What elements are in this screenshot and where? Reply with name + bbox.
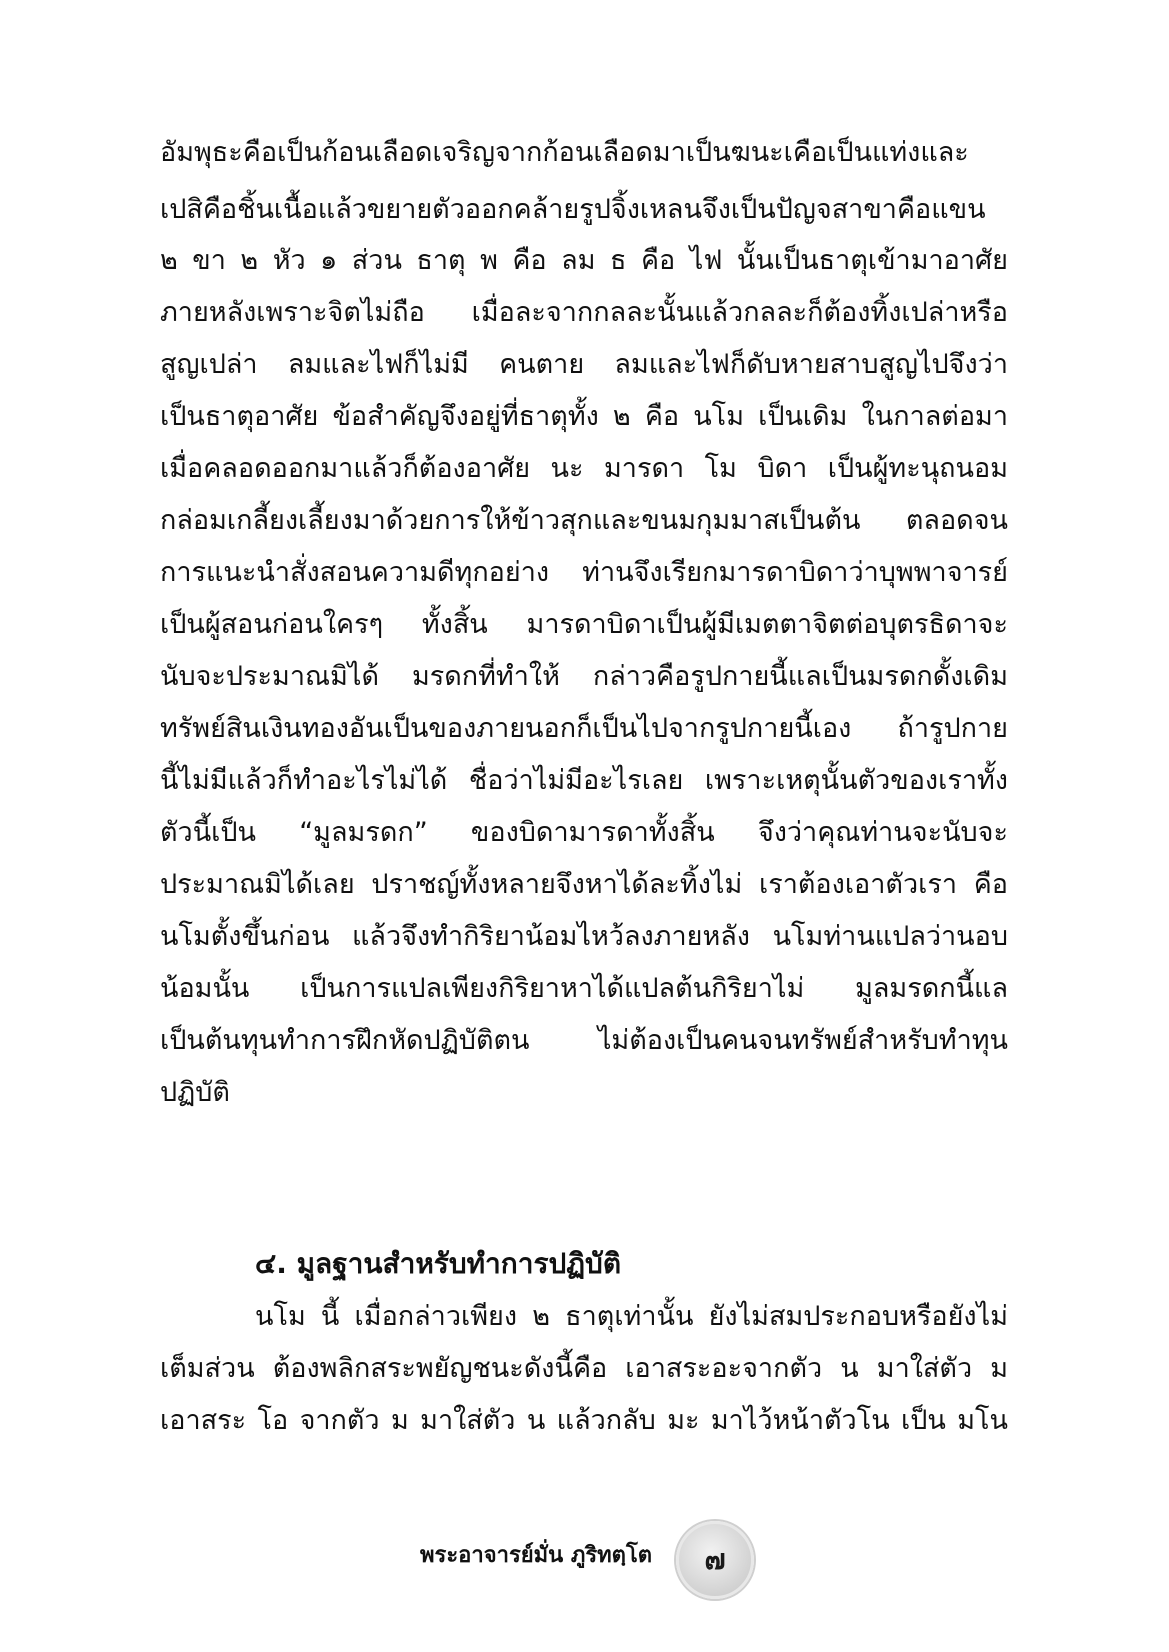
- section-line: นโม นี้ เมื่อกล่าวเพียง ๒ ธาตุเท่านั้น ยังไม่สมประกอบหรือยังไม่: [255, 1301, 1008, 1332]
- body-line: นี้ไม่มีแล้วก็ทำอะไรไม่ได้ ชื่อว่าไม่มีอะไรเลย เพราะเหตุนั้นตัวของเราทั้ง: [160, 765, 1008, 796]
- body-line: กล่อมเกลี้ยงเลี้ยงมาด้วยการให้ข้าวสุกและขนมกุมมาสเป็นต้น ตลอดจน: [160, 505, 1008, 536]
- body-line: การแนะนำสั่งสอนความดีทุกอย่าง ท่านจึงเรียกมารดาบิดาว่าบุพพาจารย์: [160, 557, 1008, 588]
- footer-author-title: พระอาจารย์มั่น ภูริทตฺโต: [420, 1543, 653, 1568]
- body-line: ๒ ขา ๒ หัว ๑ ส่วน ธาตุ พ คือ ลม ธ คือ ไฟ นั้นเป็นธาตุเข้ามาอาศัย: [160, 245, 1008, 276]
- body-line: นโมตั้งขึ้นก่อน แล้วจึงทำกิริยาน้อมไหว้ลงภายหลัง นโมท่านแปลว่านอบ: [160, 921, 1008, 952]
- body-line: อัมพุธะคือเป็นก้อนเลือดเจริญจากก้อนเลือดมาเป็นฆนะเคือเป็นแท่งและ: [160, 137, 969, 168]
- body-line: ปฏิบัติ: [160, 1077, 230, 1108]
- body-line: เป็นต้นทุนทำการฝึกหัดปฏิบัติตน ไม่ต้องเป็นคนจนทรัพย์สำหรับทำทุน: [160, 1025, 1008, 1056]
- page-number: ๗: [704, 1543, 726, 1576]
- body-line: ทรัพย์สินเงินทองอันเป็นของภายนอกก็เป็นไปจากรูปกายนี้เอง ถ้ารูปกาย: [160, 713, 1008, 744]
- body-line: นับจะประมาณมิได้ มรดกที่ทำให้ กล่าวคือรูปกายนี้แลเป็นมรดกดั้งเดิม: [160, 661, 1008, 692]
- body-line: สูญเปล่า ลมและไฟก็ไม่มี คนตาย ลมและไฟก็ดับหายสาบสูญไปจึงว่า: [160, 349, 1008, 380]
- section-line: เอาสระ โอ จากตัว ม มาใส่ตัว น แล้วกลับ มะ มาไว้หน้าตัวโน เป็น มโน: [160, 1405, 1008, 1436]
- section-line: เต็มส่วน ต้องพลิกสระพยัญชนะดังนี้คือ เอาสระอะจากตัว น มาใส่ตัว ม: [160, 1353, 1008, 1384]
- body-line: ตัวนี้เป็น “มูลมรดก” ของบิดามารดาทั้งสิ้น จึงว่าคุณท่านจะนับจะ: [160, 817, 1008, 848]
- body-line: เป็นผู้สอนก่อนใครๆ ทั้งสิ้น มารดาบิดาเป็นผู้มีเมตตาจิตต่อบุตรธิดาจะ: [160, 609, 1008, 640]
- body-line: ภายหลังเพราะจิตไม่ถือ เมื่อละจากกลละนั้นแล้วกลละก็ต้องทิ้งเปล่าหรือ: [160, 297, 1008, 328]
- body-line: ประมาณมิได้เลย ปราชญ์ทั้งหลายจึงหาได้ละทิ้งไม่ เราต้องเอาตัวเรา คือ: [160, 869, 1008, 900]
- page-number-badge: [676, 1521, 754, 1599]
- body-line: เมื่อคลอดออกมาแล้วก็ต้องอาศัย นะ มารดา โม บิดา เป็นผู้ทะนุถนอม: [160, 453, 1008, 484]
- body-line: เปสิคือชิ้นเนื้อแล้วขยายตัวออกคล้ายรูปจิ้งเหลนจึงเป็นปัญจสาขาคือแขน: [160, 194, 986, 225]
- section-heading: ๔. มูลฐานสำหรับทำการปฏิบัติ: [255, 1247, 622, 1280]
- body-line: เป็นธาตุอาศัย ข้อสำคัญจึงอยู่ที่ธาตุทั้ง ๒ คือ นโม เป็นเดิม ในกาลต่อมา: [160, 401, 1008, 432]
- body-line: น้อมนั้น เป็นการแปลเพียงกิริยาหาได้แปลต้นกิริยาไม่ มูลมรดกนี้แล: [160, 973, 1008, 1004]
